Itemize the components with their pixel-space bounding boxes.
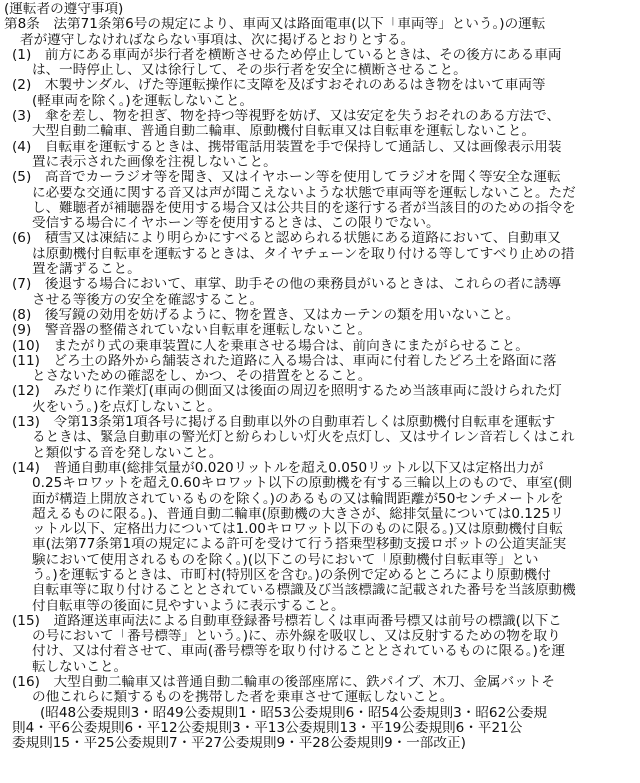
item-line: 車(法第77条第1項の規定による許可を受けて行う搭乗型移動支援ロボットの公道実証実 xyxy=(32,537,567,553)
item-line: に必要な交通に関する音又は声が聞こえないような状態で車両等を運転しないこと。ただ xyxy=(32,185,576,201)
item-line: (2) 木製サンダル、げた等運転操作に支障を及ぼすおそれのあるはき物をはいて車両等 xyxy=(12,78,546,94)
item-line: 付け、又は付着させて、車両(番号標等を取り付けることとされているものに限る。)を運 xyxy=(32,644,566,660)
section-heading: (運転者の遵守事項) xyxy=(4,2,124,17)
item-list xyxy=(4,48,632,706)
item-line: させる等後方の安全を確認すること。 xyxy=(32,292,264,308)
item-line: 面が構造上開放されているものを除く。)のあるもの又は輪間距離が50センチメートルを xyxy=(32,491,564,507)
item-line: (1) 前方にある車両が歩行者を横断させるため停止しているときは、その後方にある車両 xyxy=(12,47,562,63)
list-item xyxy=(4,339,632,354)
item-line: ットル以下、定格出力については1.00キロワット以下のものに限る。)又は原動機付自転 xyxy=(32,522,563,538)
item-line: (軽車両を除く。)を運転しないこと。 xyxy=(32,93,254,109)
item-line: は、一時停止し、又は徐行して、その歩行者を安全に横断させること。 xyxy=(32,63,467,79)
item-line: るときは、緊急自動車の警光灯と紛らわしい灯火を点灯し、又はサイレン音若しくはこれ xyxy=(32,430,575,446)
item-line: (6) 積雪又は凍結により明らかにすべると認められる状態にある道路において、自動車又 xyxy=(12,231,561,247)
list-item xyxy=(4,170,632,231)
list-item xyxy=(4,140,632,171)
item-line: 置に表示された画像を注視しないこと。 xyxy=(32,154,277,170)
item-line: 0.25キロワットを超え0.60キロワット以下の原動機を有する三輪以上のもので、車室(側 xyxy=(32,476,572,492)
item-line: の他これらに類するものを携帯した者を乗車させて運転しないこと。 xyxy=(32,690,454,706)
item-line: (3) 傘を差し、物を担ぎ、物を持つ等視野を妨げ、又は安定を失うおそれのある方法で、 xyxy=(12,109,561,125)
article-8 xyxy=(4,17,632,48)
revision-line: 則4・平6公委規則6・平12公委規則3・平13公委規則13・平19公委規則6・平21公 xyxy=(12,720,523,736)
revision-line: 委規則15・平25公委規則7・平27公委規則9・平28公委規則9・一部改正) xyxy=(12,736,466,752)
item-line: 験において使用されるものを除く。)(以下この号において「原動機付自転車等」とい xyxy=(32,552,539,568)
list-item xyxy=(4,323,632,338)
list-item xyxy=(4,78,632,109)
item-line: (9) 警音器の整備されていない自転車を運転しないこと。 xyxy=(12,323,372,339)
article-line: 者が遵守しなければならない事項は、次に掲げるとおりとする。 xyxy=(20,32,415,48)
list-item xyxy=(4,461,632,614)
list-item xyxy=(4,675,632,706)
item-line: (5) 高音でカーラジオ等を聞き、又はイヤホーン等を使用してラジオを聞く等安全な運転 xyxy=(12,170,561,186)
list-item xyxy=(4,384,632,415)
item-line: は原動機付自転車を運転するときは、タイヤチェーンを取り付ける等してすべり止めの措 xyxy=(32,246,575,262)
item-line: 火をいう。)を点灯しないこと。 xyxy=(32,399,221,415)
item-line: (16) 大型自動二輪車又は普通自動二輪車の後部座席に、鉄パイプ、木刀、金属バットそ xyxy=(12,675,555,691)
item-line: (13) 令第13条第1項各号に掲げる自動車以外の自動車若しくは原動機付自転車を運転す xyxy=(12,415,556,431)
item-line: 受信する場合にイヤホーン等を使用するときは、この限りでない。 xyxy=(32,216,440,232)
item-line: (15) 道路運送車両法による自動車登録番号標若しくは車両番号標又は前号の標識(以下こ xyxy=(12,613,562,629)
list-item xyxy=(4,109,632,140)
list-item xyxy=(4,231,632,277)
item-line: と類似する音を発しないこと。 xyxy=(32,445,223,461)
list-item xyxy=(4,614,632,675)
item-line: (12) みだりに作業灯(車両の側面又は後面の周辺を照明するため当該車両に設けられた灯 xyxy=(12,384,562,400)
list-item xyxy=(4,48,632,79)
list-item xyxy=(4,354,632,385)
item-line: 自転車等に取り付けることとされている標識及び当該標識に記載された番号を当該原動機 xyxy=(32,583,576,599)
item-line: 転しないこと。 xyxy=(32,659,128,675)
item-line: 付自転車等の後面に見やすいように表示すること。 xyxy=(32,598,345,614)
item-line: (7) 後退する場合において、車掌、助手その他の乗務員がいるときは、これらの者に誘導 xyxy=(12,277,562,293)
item-line: (10) またがり式の乗車装置に人を乗車させる場合は、前向きにまたがらせること。 xyxy=(12,338,529,354)
revision-notes xyxy=(4,706,632,752)
item-line: 大型自動二輪車、普通自動二輪車、原動機付自転車又は自転車を運転しないこと。 xyxy=(32,124,535,140)
item-line: の号において「番号標等」という。)に、赤外線を吸収し、又は反射するための物を取り xyxy=(32,629,561,645)
item-line: 置を講ずること。 xyxy=(32,262,141,278)
item-line: (14) 普通自動車(総排気量が0.020リットルを超え0.050リットル以下又は定格出力が xyxy=(12,460,544,476)
item-line: (4) 自転車を運転するときは、携帯電話用装置を手で保持して通話し、又は画像表示用装 xyxy=(12,139,562,155)
item-line: (11) どろ土の路外から舗装された道路に入る場合は、車両に付着したどろ土を路面に落 xyxy=(12,353,557,369)
list-item xyxy=(4,277,632,308)
list-item xyxy=(4,308,632,323)
item-line: 超えるものに限る。)、普通自動二輪車(原動機の大きさが、総排気量については0.125リ xyxy=(32,506,564,522)
item-line: (8) 後写鏡の効用を妨げるように、物を置き、又はカーテンの類を用いないこと。 xyxy=(12,307,520,323)
revision-line: (昭48公委規則3・昭49公委規則1・昭53公委規則6・昭54公委規則3・昭62公委規 xyxy=(40,705,548,721)
item-line: し、難聴者が補聴器を使用する場合又は公共目的を遂行する者が当該目的のための指令を xyxy=(32,200,576,216)
article-line: 第8条 法第71条第6号の規定により、車両又は路面電車(以下「車両等」という。)の運転 xyxy=(4,17,546,33)
item-line: とさないための確認をし、かつ、その措置をとること。 xyxy=(32,369,372,385)
item-line: う。)を運転するときは、市町村(特別区を含む。)の条例で定めるところにより原動機付 xyxy=(32,567,551,583)
list-item xyxy=(4,415,632,461)
